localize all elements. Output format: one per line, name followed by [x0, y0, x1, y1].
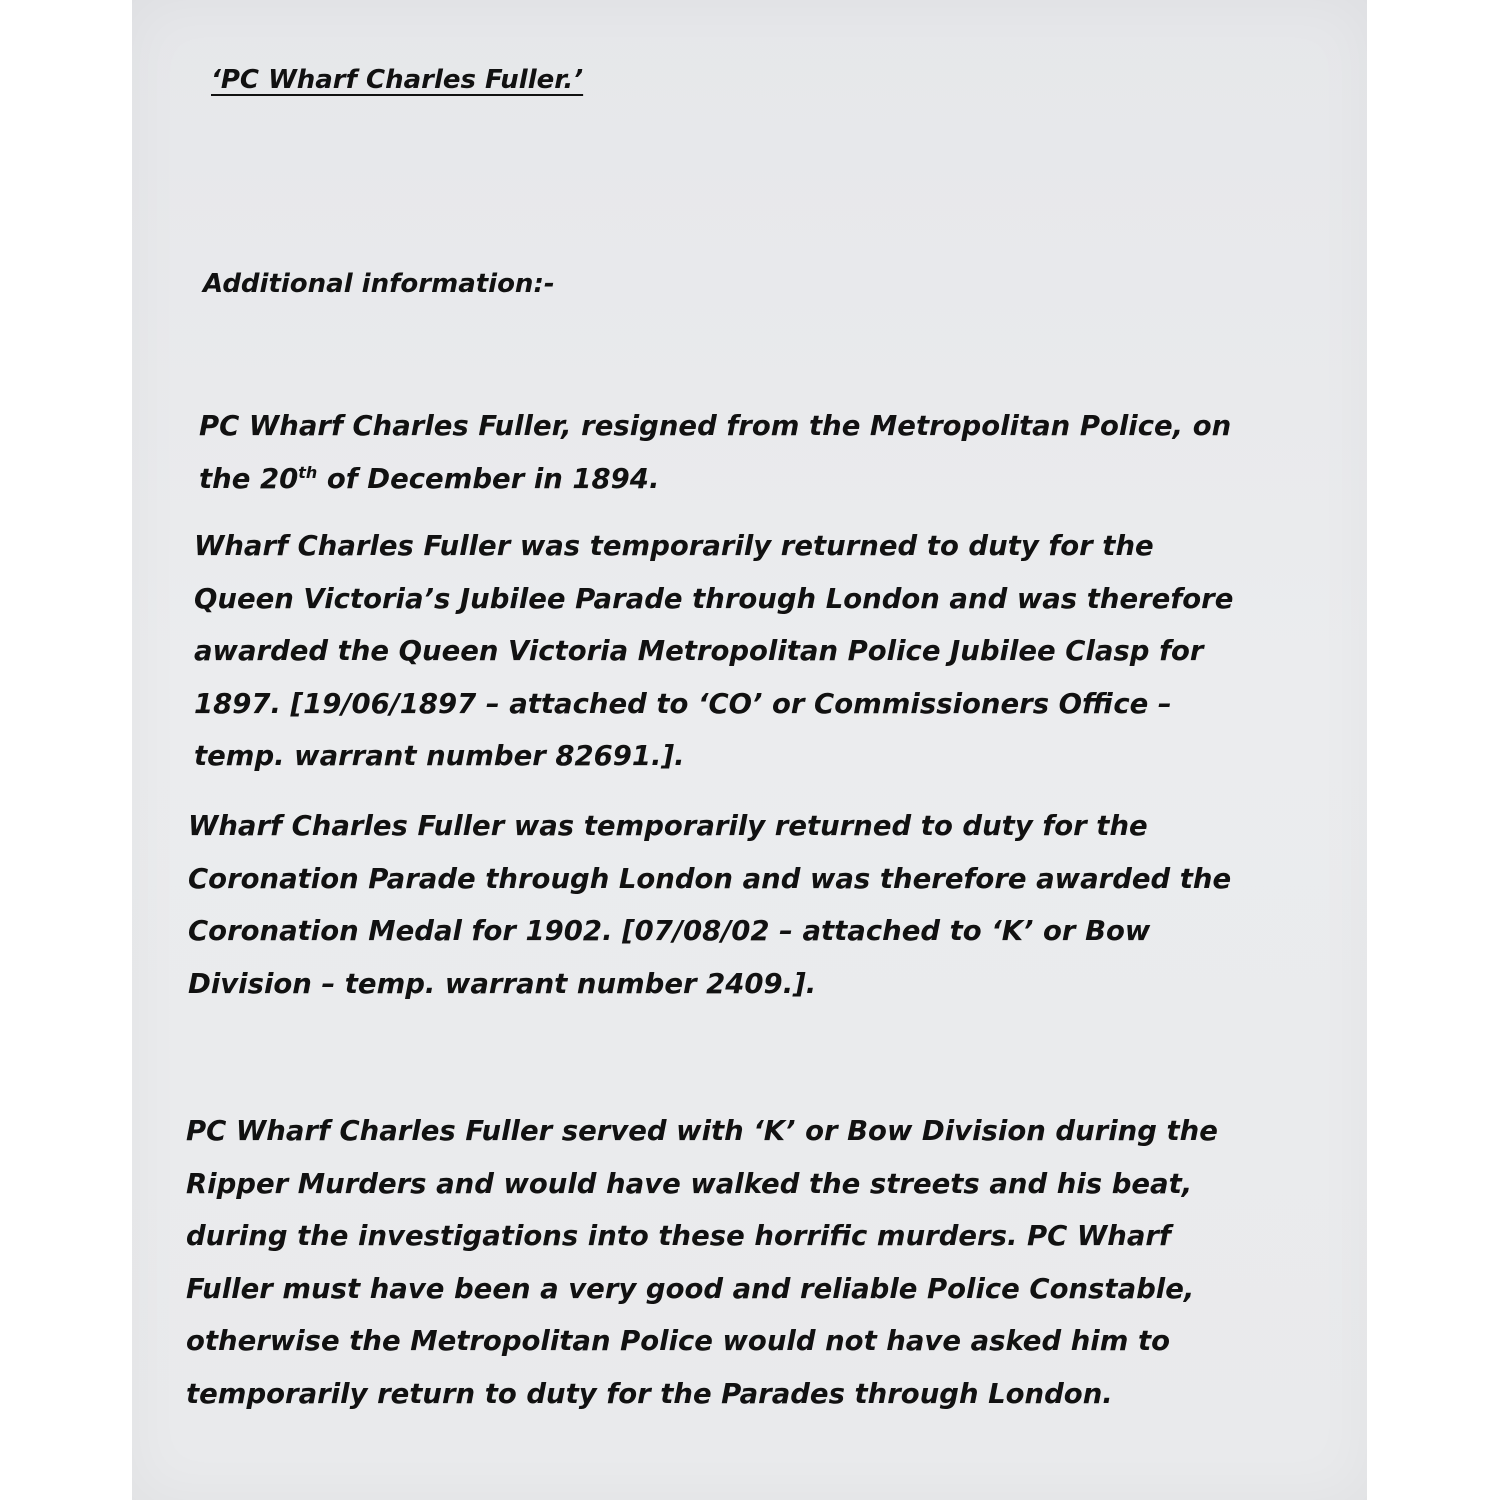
paragraph-line: temp. warrant number 82691.]. [194, 740, 685, 772]
paragraph-line: Queen Victoria’s Jubilee Parade through London and was therefore [194, 582, 1234, 615]
paragraph-ripper-murders [186, 1105, 1218, 1420]
document-title: ‘PC Wharf Charles Fuller.’ [211, 65, 584, 95]
paragraph-jubilee [194, 520, 1233, 783]
paragraph-line: Wharf Charles Fuller was temporarily returned to duty for the [194, 530, 1154, 562]
paragraph-line: Division – temp. warrant number 2409.]. [188, 967, 817, 1000]
paragraph-coronation [188, 800, 1231, 1010]
ordinal-suffix: th [298, 462, 318, 482]
date-text: the 20 [199, 462, 299, 495]
paragraph-line: Coronation Parade through London and was therefore awarded the [188, 862, 1232, 895]
paragraph-line [199, 453, 1231, 506]
paragraph-line: PC Wharf Charles Fuller served with ‘K’ or Bow Division during the [186, 1115, 1218, 1147]
paragraph-line: Ripper Murders and would have walked the streets and his beat, [186, 1167, 1193, 1200]
section-heading: Additional information:- [203, 269, 555, 299]
paragraph-resignation [199, 400, 1231, 505]
paragraph-line: 1897. [19/06/1897 – attached to ‘CO’ or Commissioners Office – [194, 687, 1172, 720]
paragraph-line: Fuller must have been a very good and reliable Police Constable, [186, 1272, 1195, 1305]
paragraph-line: awarded the Queen Victoria Metropolitan Police Jubilee Clasp for [194, 635, 1204, 667]
paragraph-line: Coronation Medal for 1902. [07/08/02 – attached to ‘K’ or Bow [188, 915, 1151, 947]
paragraph-line: Wharf Charles Fuller was temporarily returned to duty for the [188, 810, 1148, 842]
date-text-rest: of December in 1894. [317, 462, 660, 495]
paragraph-line: temporarily return to duty for the Parades through London. [186, 1377, 1113, 1410]
paragraph-line: otherwise the Metropolitan Police would not have asked him to [186, 1325, 1170, 1357]
paragraph-line: during the investigations into these horrific murders. PC Wharf [186, 1220, 1171, 1252]
paragraph-line: PC Wharf Charles Fuller, resigned from the Metropolitan Police, on [199, 410, 1232, 442]
